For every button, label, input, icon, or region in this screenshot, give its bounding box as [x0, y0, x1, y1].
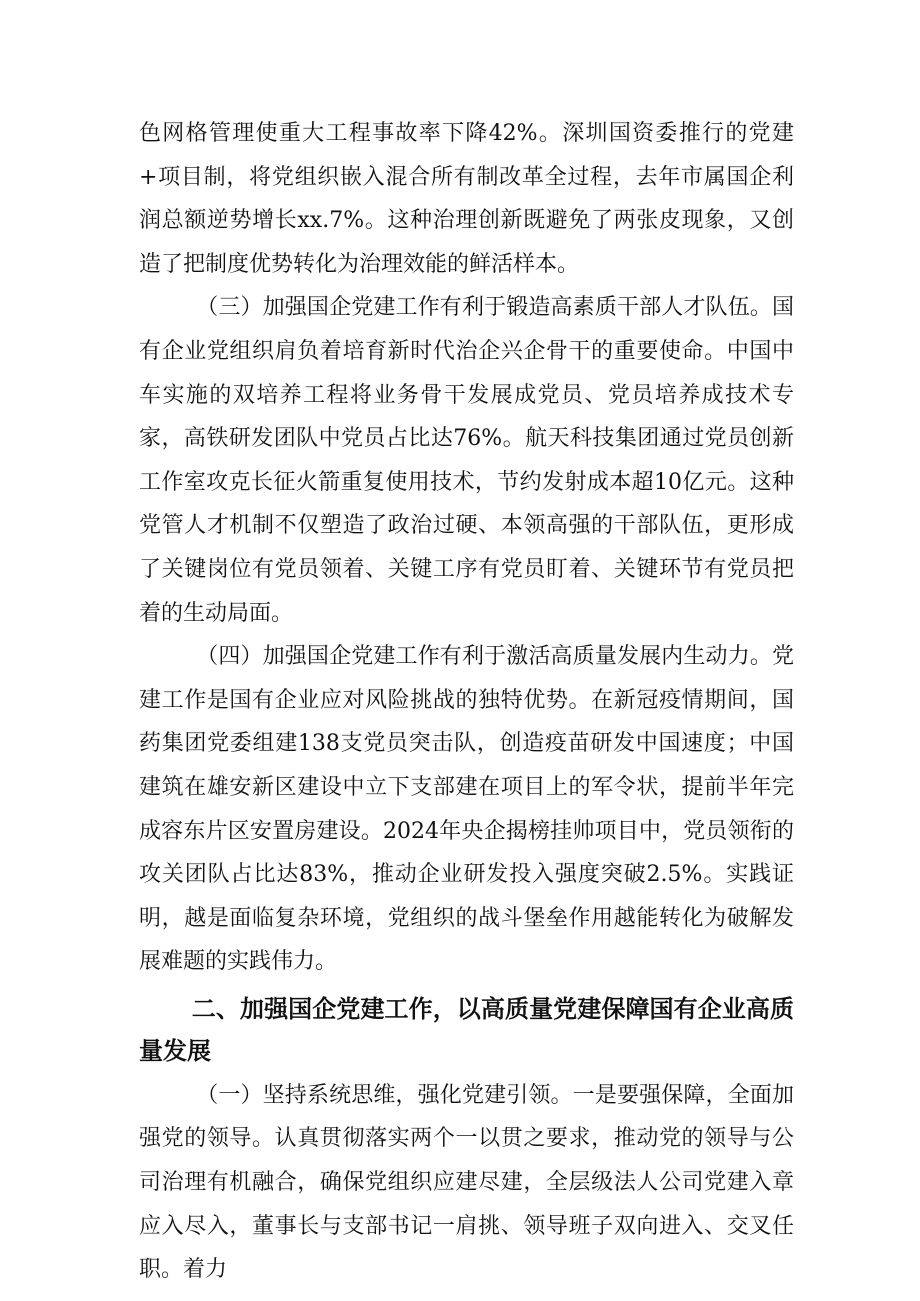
document-body [139, 112, 794, 1292]
paragraph-section-3: （三）加强国企党建工作有利于锻造高素质干部人才队伍。国有企业党组织肩负着培育新时代治企兴企骨干的重要使命。中国中车实施的双培养工程将业务骨干发展成党员、党员培养成技术专家，高铁研发团队中党员占比达76%。航天科技集团通过党员创新工作室攻克长征火箭重复使用技术，节约发射成本超10亿元。这种党管人才机制不仅塑造了政治过硬、本领高强的干部队伍，更形成了关键岗位有党员领着、关键工序有党员盯着、关键环节有党员把着的生动局面。 [139, 295, 794, 626]
section-heading-2: 二、加强国企党建工作，以高质量党建保障国有企业高质量发展 [139, 994, 794, 1065]
paragraph-section-4: （四）加强国企党建工作有利于激活高质量发展内生动力。党建工作是国有企业应对风险挑战的独特优势。在新冠疫情期间，国药集团党委组建138支党员突击队，创造疫苗研发中国速度；中国建筑在雄安新区建设中立下支部建在项目上的军令状，提前半年完成容东片区安置房建设。2024年央企揭榜挂帅项目中，党员领衔的攻关团队占比达83%，推动企业研发投入强度突破2.5%。实践证明，越是面临复杂环境，党组织的战斗堡垒作用越能转化为破解发展难题的实践伟力。 [139, 644, 794, 975]
paragraph-continuation: 色网格管理使重大工程事故率下降42%。深圳国资委推行的党建+项目制，将党组织嵌入混合所有制改革全过程，去年市属国企利润总额逆势增长xx.7%。这种治理创新既避免了两张皮现象，又创造了把制度优势转化为治理效能的鲜活样本。 [139, 121, 794, 277]
paragraph-subsection-1: （一）坚持系统思维，强化党建引领。一是要强保障，全面加强党的领导。认真贯彻落实两个一以贯之要求，推动党的领导与公司治理有机融合，确保党组织应建尽建，全层级法人公司党建入章应入尽入，董事长与支部书记一肩挑、领导班子双向进入、交叉任职。着力 [139, 1082, 794, 1283]
